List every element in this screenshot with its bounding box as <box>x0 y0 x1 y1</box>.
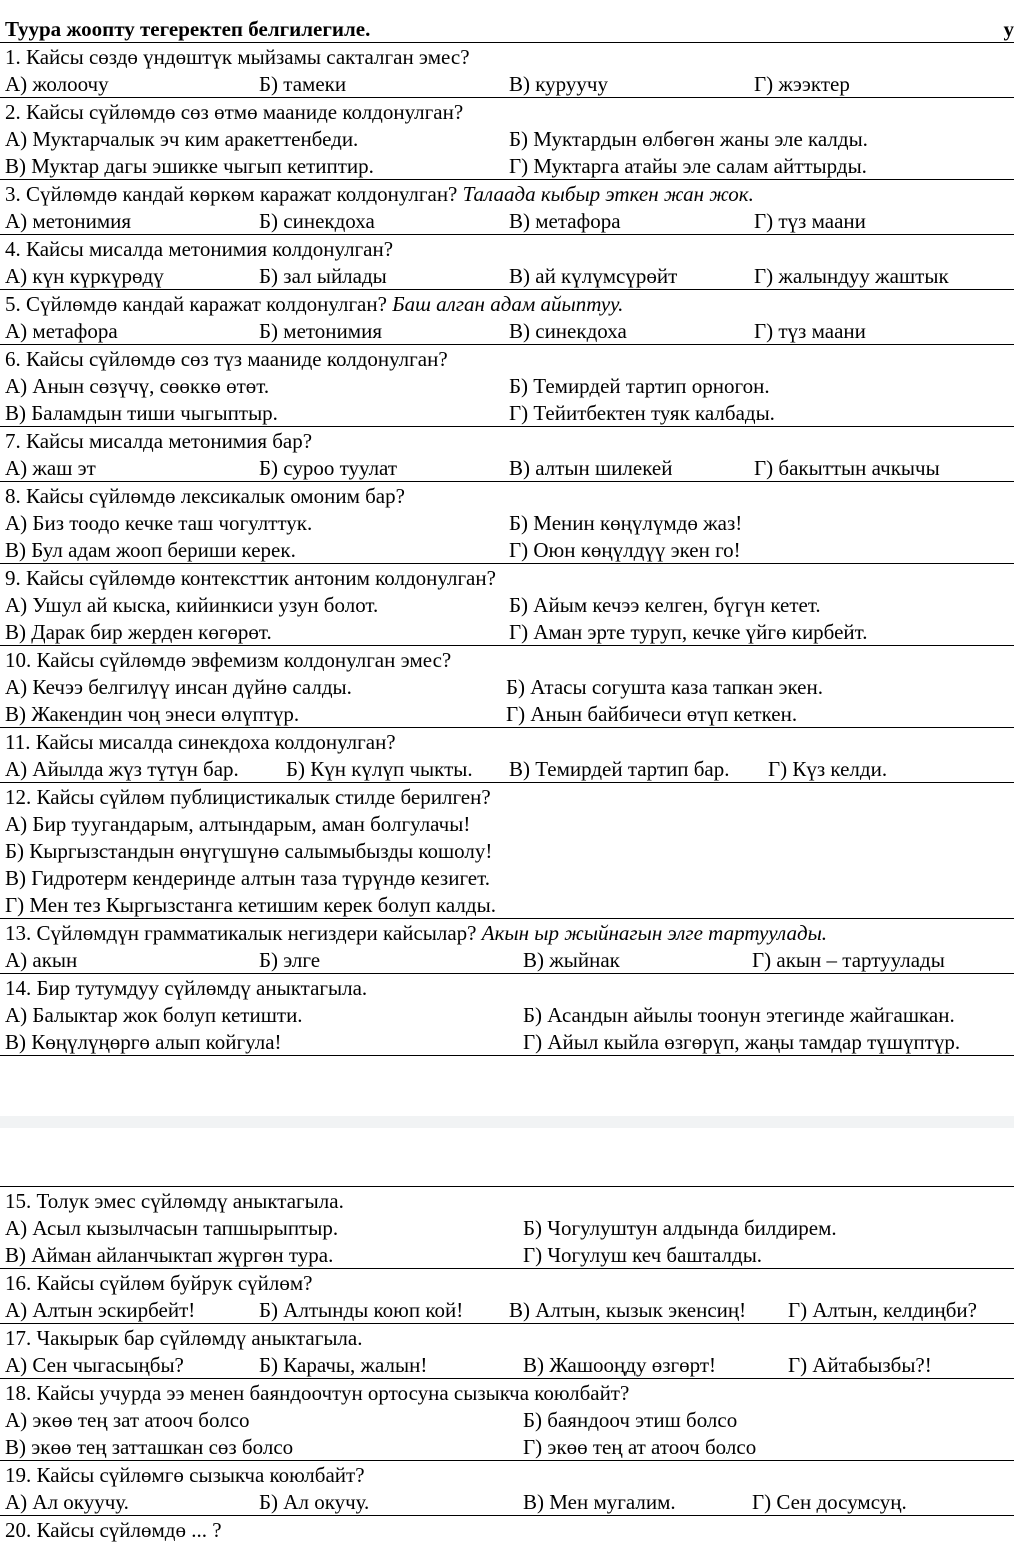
option-c[interactable]: В) Айман айланчыктап жүргөн тура. <box>5 1242 333 1269</box>
page-break <box>0 1116 1014 1128</box>
question-9: 9. Кайсы сүйлөмдө контексттик антоним колдонулган? <box>5 565 496 592</box>
divider <box>0 727 1014 728</box>
option-b[interactable]: Б) баяндооч этиш болсо <box>523 1407 737 1434</box>
options-row <box>5 1215 1014 1242</box>
option-d[interactable]: Г) Айыл кыйла өзгөрүп, жаңы тамдар түшүптүр. <box>523 1029 960 1056</box>
option-a[interactable]: А) Балыктар жок болуп кетишти. <box>5 1002 303 1029</box>
option-b[interactable]: Б) элге <box>259 947 320 974</box>
option-c[interactable]: В) Көңүлүңөргө алып койгула! <box>5 1029 282 1056</box>
divider <box>0 481 1014 482</box>
option-a[interactable]: А) Алтын эскирбейт! <box>5 1297 195 1324</box>
option-b[interactable]: Б) Муктардын өлбөгөн жаны эле калды. <box>509 126 868 153</box>
question-17: 17. Чакырык бар сүйлөмдү аныктагыла. <box>5 1325 362 1352</box>
option-c[interactable]: В) Темирдей тартип бар. <box>509 756 729 783</box>
divider <box>0 234 1014 235</box>
divider <box>0 563 1014 564</box>
options-row <box>5 619 1014 646</box>
option-b[interactable]: Б) Кыргызстандын өнүгүшүнө салымыбызды кошолу! <box>5 838 492 865</box>
options-row <box>5 1352 1014 1379</box>
options-row <box>5 71 1014 98</box>
option-a[interactable]: А) Ал окуучу. <box>5 1489 129 1516</box>
option-a[interactable]: А) Асыл кызылчасын тапшырыптыр. <box>5 1215 338 1242</box>
option-a[interactable]: А) Кечээ белгилүү инсан дүйнө салды. <box>5 674 352 701</box>
option-d[interactable]: Г) Айтабызбы?! <box>788 1352 932 1379</box>
option-c[interactable]: В) алтын шилекей <box>509 455 672 482</box>
option-b[interactable]: Б) Менин көңүлүмдө жаз! <box>509 510 742 537</box>
question-14: 14. Бир тутумдуу сүйлөмдү аныктагыла. <box>5 975 367 1002</box>
option-d[interactable]: Г) Тейитбектен туяк калбады. <box>509 400 775 427</box>
question-15: 15. Толук эмес сүйлөмдү аныктагыла. <box>5 1188 344 1215</box>
option-d[interactable]: Г) Сен досумсуң. <box>752 1489 907 1516</box>
option-c[interactable]: В) Баламдын тиши чыгыптыр. <box>5 400 278 427</box>
divider <box>0 426 1014 427</box>
options-row <box>5 701 1014 728</box>
question-10: 10. Кайсы сүйлөмдө эвфемизм колдонулган эмес? <box>5 647 451 674</box>
option-d[interactable]: Г) Мен тез Кыргызстанга кетишим керек болуп калды. <box>5 892 496 919</box>
options-row <box>5 153 1014 180</box>
question-text: 5. Сүйлөмдө кандай каражат колдонулган? <box>5 292 387 316</box>
divider <box>0 1268 1014 1269</box>
divider <box>0 1323 1014 1324</box>
question-3 <box>5 181 754 208</box>
option-c[interactable]: В) метафора <box>509 208 621 235</box>
divider <box>0 42 1014 43</box>
options-row <box>5 592 1014 619</box>
option-b[interactable]: Б) Ал окучу. <box>259 1489 369 1516</box>
option-a[interactable]: А) метафора <box>5 318 118 345</box>
options-row <box>5 373 1014 400</box>
options-row <box>5 126 1014 153</box>
options-row <box>5 537 1014 564</box>
option-b[interactable]: Б) Айым кечээ келген, бүгүн кетет. <box>509 592 821 619</box>
options-row <box>5 1242 1014 1269</box>
option-c[interactable]: В) куруучу <box>509 71 608 98</box>
option-b[interactable]: Б) Алтынды коюп кой! <box>259 1297 463 1324</box>
option-d[interactable]: Г) Алтын, келдиңби? <box>788 1297 977 1324</box>
divider <box>0 645 1014 646</box>
divider <box>0 1186 1014 1187</box>
options-row <box>5 1434 1014 1461</box>
question-8: 8. Кайсы сүйлөмдө лексикалык омоним бар? <box>5 483 405 510</box>
option-d[interactable]: Г) Аман эрте туруп, кечке үйгө кирбейт. <box>509 619 868 646</box>
question-18: 18. Кайсы учурда ээ менен баяндоочтун ортосуна сызыкча коюлбайт? <box>5 1380 629 1407</box>
divider <box>0 1515 1014 1516</box>
option-c[interactable]: В) жыйнак <box>523 947 620 974</box>
divider <box>0 344 1014 345</box>
divider <box>0 782 1014 783</box>
option-b[interactable]: Б) Темирдей тартип орногон. <box>509 373 770 400</box>
options-row <box>5 208 1014 235</box>
options-row <box>5 455 1014 482</box>
question-example: Талаада кыбыр эткен жан жок. <box>463 182 754 206</box>
option-d[interactable]: Г) Күз келди. <box>768 756 887 783</box>
question-4: 4. Кайсы мисалда метонимия колдонулган? <box>5 236 393 263</box>
option-d[interactable]: Г) акын – тартуулады <box>752 947 945 974</box>
divider <box>0 97 1014 98</box>
question-11: 11. Кайсы мисалда синекдоха колдонулган? <box>5 729 396 756</box>
option-c[interactable]: В) ай күлүмсүрөйт <box>509 263 677 290</box>
option-d[interactable]: Г) түз маани <box>754 208 866 235</box>
question-example: Акын ыр жыйнагын элге тартуулады. <box>482 921 827 945</box>
question-19: 19. Кайсы сүйлөмгө сызыкча коюлбайт? <box>5 1462 365 1489</box>
option-b[interactable]: Б) тамеки <box>259 71 346 98</box>
divider <box>0 179 1014 180</box>
question-example: Баш алган адам айыптуу. <box>392 292 623 316</box>
options-row <box>5 1407 1014 1434</box>
page-title: Туура жоопту тегеректеп белгилегиле. <box>5 17 370 41</box>
header-cut-text: у <box>1004 16 1014 43</box>
question-7: 7. Кайсы мисалда метонимия бар? <box>5 428 312 455</box>
options-row <box>5 1297 1014 1324</box>
option-a[interactable]: А) Айылда жүз түтүн бар. <box>5 756 239 783</box>
option-d[interactable]: Г) Чогулуш кеч башталды. <box>523 1242 762 1269</box>
option-a[interactable]: А) Биз тоодо кечке таш чогулттук. <box>5 510 312 537</box>
option-b[interactable]: Б) Чогулуштун алдында билдирем. <box>523 1215 837 1242</box>
options-row <box>5 1029 1014 1056</box>
options-row <box>5 1002 1014 1029</box>
options-row <box>5 674 1014 701</box>
option-d[interactable]: Г) бакыттын ачкычы <box>754 455 940 482</box>
option-b[interactable]: Б) Карачы, жалын! <box>259 1352 427 1379</box>
option-b[interactable]: Б) суроо туулат <box>259 455 397 482</box>
option-d[interactable]: Г) экөө тең ат атооч болсо <box>523 1434 756 1461</box>
option-b[interactable]: Б) Күн күлүп чыкты. <box>286 756 473 783</box>
option-c[interactable]: В) Гидротерм кендеринде алтын таза түрүндө кезигет. <box>5 865 490 892</box>
question-1: 1. Кайсы сөздө үндөштүк мыйзамы сакталган эмес? <box>5 44 470 71</box>
options-row <box>5 756 1014 783</box>
option-a[interactable]: А) Анын сөзүчү, сөөккө өтөт. <box>5 373 269 400</box>
option-d[interactable]: Г) Анын байбичеси өтүп кеткен. <box>506 701 797 728</box>
divider <box>0 1055 1014 1056</box>
option-b[interactable]: Б) Атасы согушта каза тапкан экен. <box>506 674 823 701</box>
question-5 <box>5 291 623 318</box>
divider <box>0 918 1014 919</box>
question-12: 12. Кайсы сүйлөм публицистикалык стилде берилген? <box>5 784 491 811</box>
options-row <box>5 1489 1014 1516</box>
divider <box>0 1378 1014 1379</box>
option-c[interactable]: В) Алтын, кызык экенсиң! <box>509 1297 746 1324</box>
option-c[interactable]: В) Муктар дагы эшикке чыгып кетиптир. <box>5 153 374 180</box>
option-a[interactable]: А) Ушул ай кыска, кийинкиси узун болот. <box>5 592 378 619</box>
option-d[interactable]: Г) жалындуу жаштык <box>754 263 949 290</box>
option-d[interactable]: Г) Муктарга атайы эле салам айттырды. <box>509 153 867 180</box>
option-a[interactable]: А) Бир туугандарым, алтындарым, аман болгулачы! <box>5 811 470 838</box>
option-c[interactable]: В) Бул адам жооп бериши керек. <box>5 537 296 564</box>
question-20: 20. Кайсы сүйлөмдө ... ? <box>5 1517 222 1544</box>
option-d[interactable]: Г) жээктер <box>754 71 850 98</box>
worksheet-header <box>5 16 1014 43</box>
option-a[interactable]: А) күн күркүрөдү <box>5 263 164 290</box>
option-c[interactable]: В) Дарак бир жерден көгөрөт. <box>5 619 272 646</box>
option-a[interactable]: А) жаш эт <box>5 455 96 482</box>
option-b[interactable]: Б) синекдоха <box>259 208 375 235</box>
options-row <box>5 400 1014 427</box>
divider <box>0 973 1014 974</box>
question-text: 13. Сүйлөмдүн грамматикалык негиздери кайсылар? <box>5 921 477 945</box>
option-a[interactable]: А) Сен чыгасыңбы? <box>5 1352 184 1379</box>
options-row <box>5 263 1014 290</box>
question-13 <box>5 920 827 947</box>
option-a[interactable]: А) экөө тең зат атооч болсо <box>5 1407 250 1434</box>
option-a[interactable]: А) жолоочу <box>5 71 109 98</box>
question-16: 16. Кайсы сүйлөм буйрук сүйлөм? <box>5 1270 313 1297</box>
question-2: 2. Кайсы сүйлөмдө сөз өтмө мааниде колдонулган? <box>5 99 463 126</box>
divider <box>0 1460 1014 1461</box>
question-text: 3. Сүйлөмдө кандай көркөм каражат колдонулган? <box>5 182 457 206</box>
option-b[interactable]: Б) зал ыйлады <box>259 263 387 290</box>
options-row <box>5 947 1014 974</box>
option-d[interactable]: Г) түз маани <box>754 318 866 345</box>
option-c[interactable]: В) синекдоха <box>509 318 627 345</box>
options-row <box>5 510 1014 537</box>
option-a[interactable]: А) акын <box>5 947 77 974</box>
option-a[interactable]: А) метонимия <box>5 208 131 235</box>
options-row <box>5 318 1014 345</box>
option-c[interactable]: В) Мен мугалим. <box>523 1489 676 1516</box>
option-b[interactable]: Б) метонимия <box>259 318 382 345</box>
option-d[interactable]: Г) Оюн көңүлдүү экен го! <box>509 537 741 564</box>
option-c[interactable]: В) Жашооңду өзгөрт! <box>523 1352 716 1379</box>
question-6: 6. Кайсы сүйлөмдө сөз түз мааниде колдонулган? <box>5 346 448 373</box>
divider <box>0 289 1014 290</box>
option-b[interactable]: Б) Асандын айылы тоонун этегинде жайгашкан. <box>523 1002 955 1029</box>
option-c[interactable]: В) Жакендин чоң энеси өлүптүр. <box>5 701 299 728</box>
option-a[interactable]: А) Муктарчалык эч ким аракеттенбеди. <box>5 126 358 153</box>
option-c[interactable]: В) экөө тең затташкан сөз болсо <box>5 1434 293 1461</box>
